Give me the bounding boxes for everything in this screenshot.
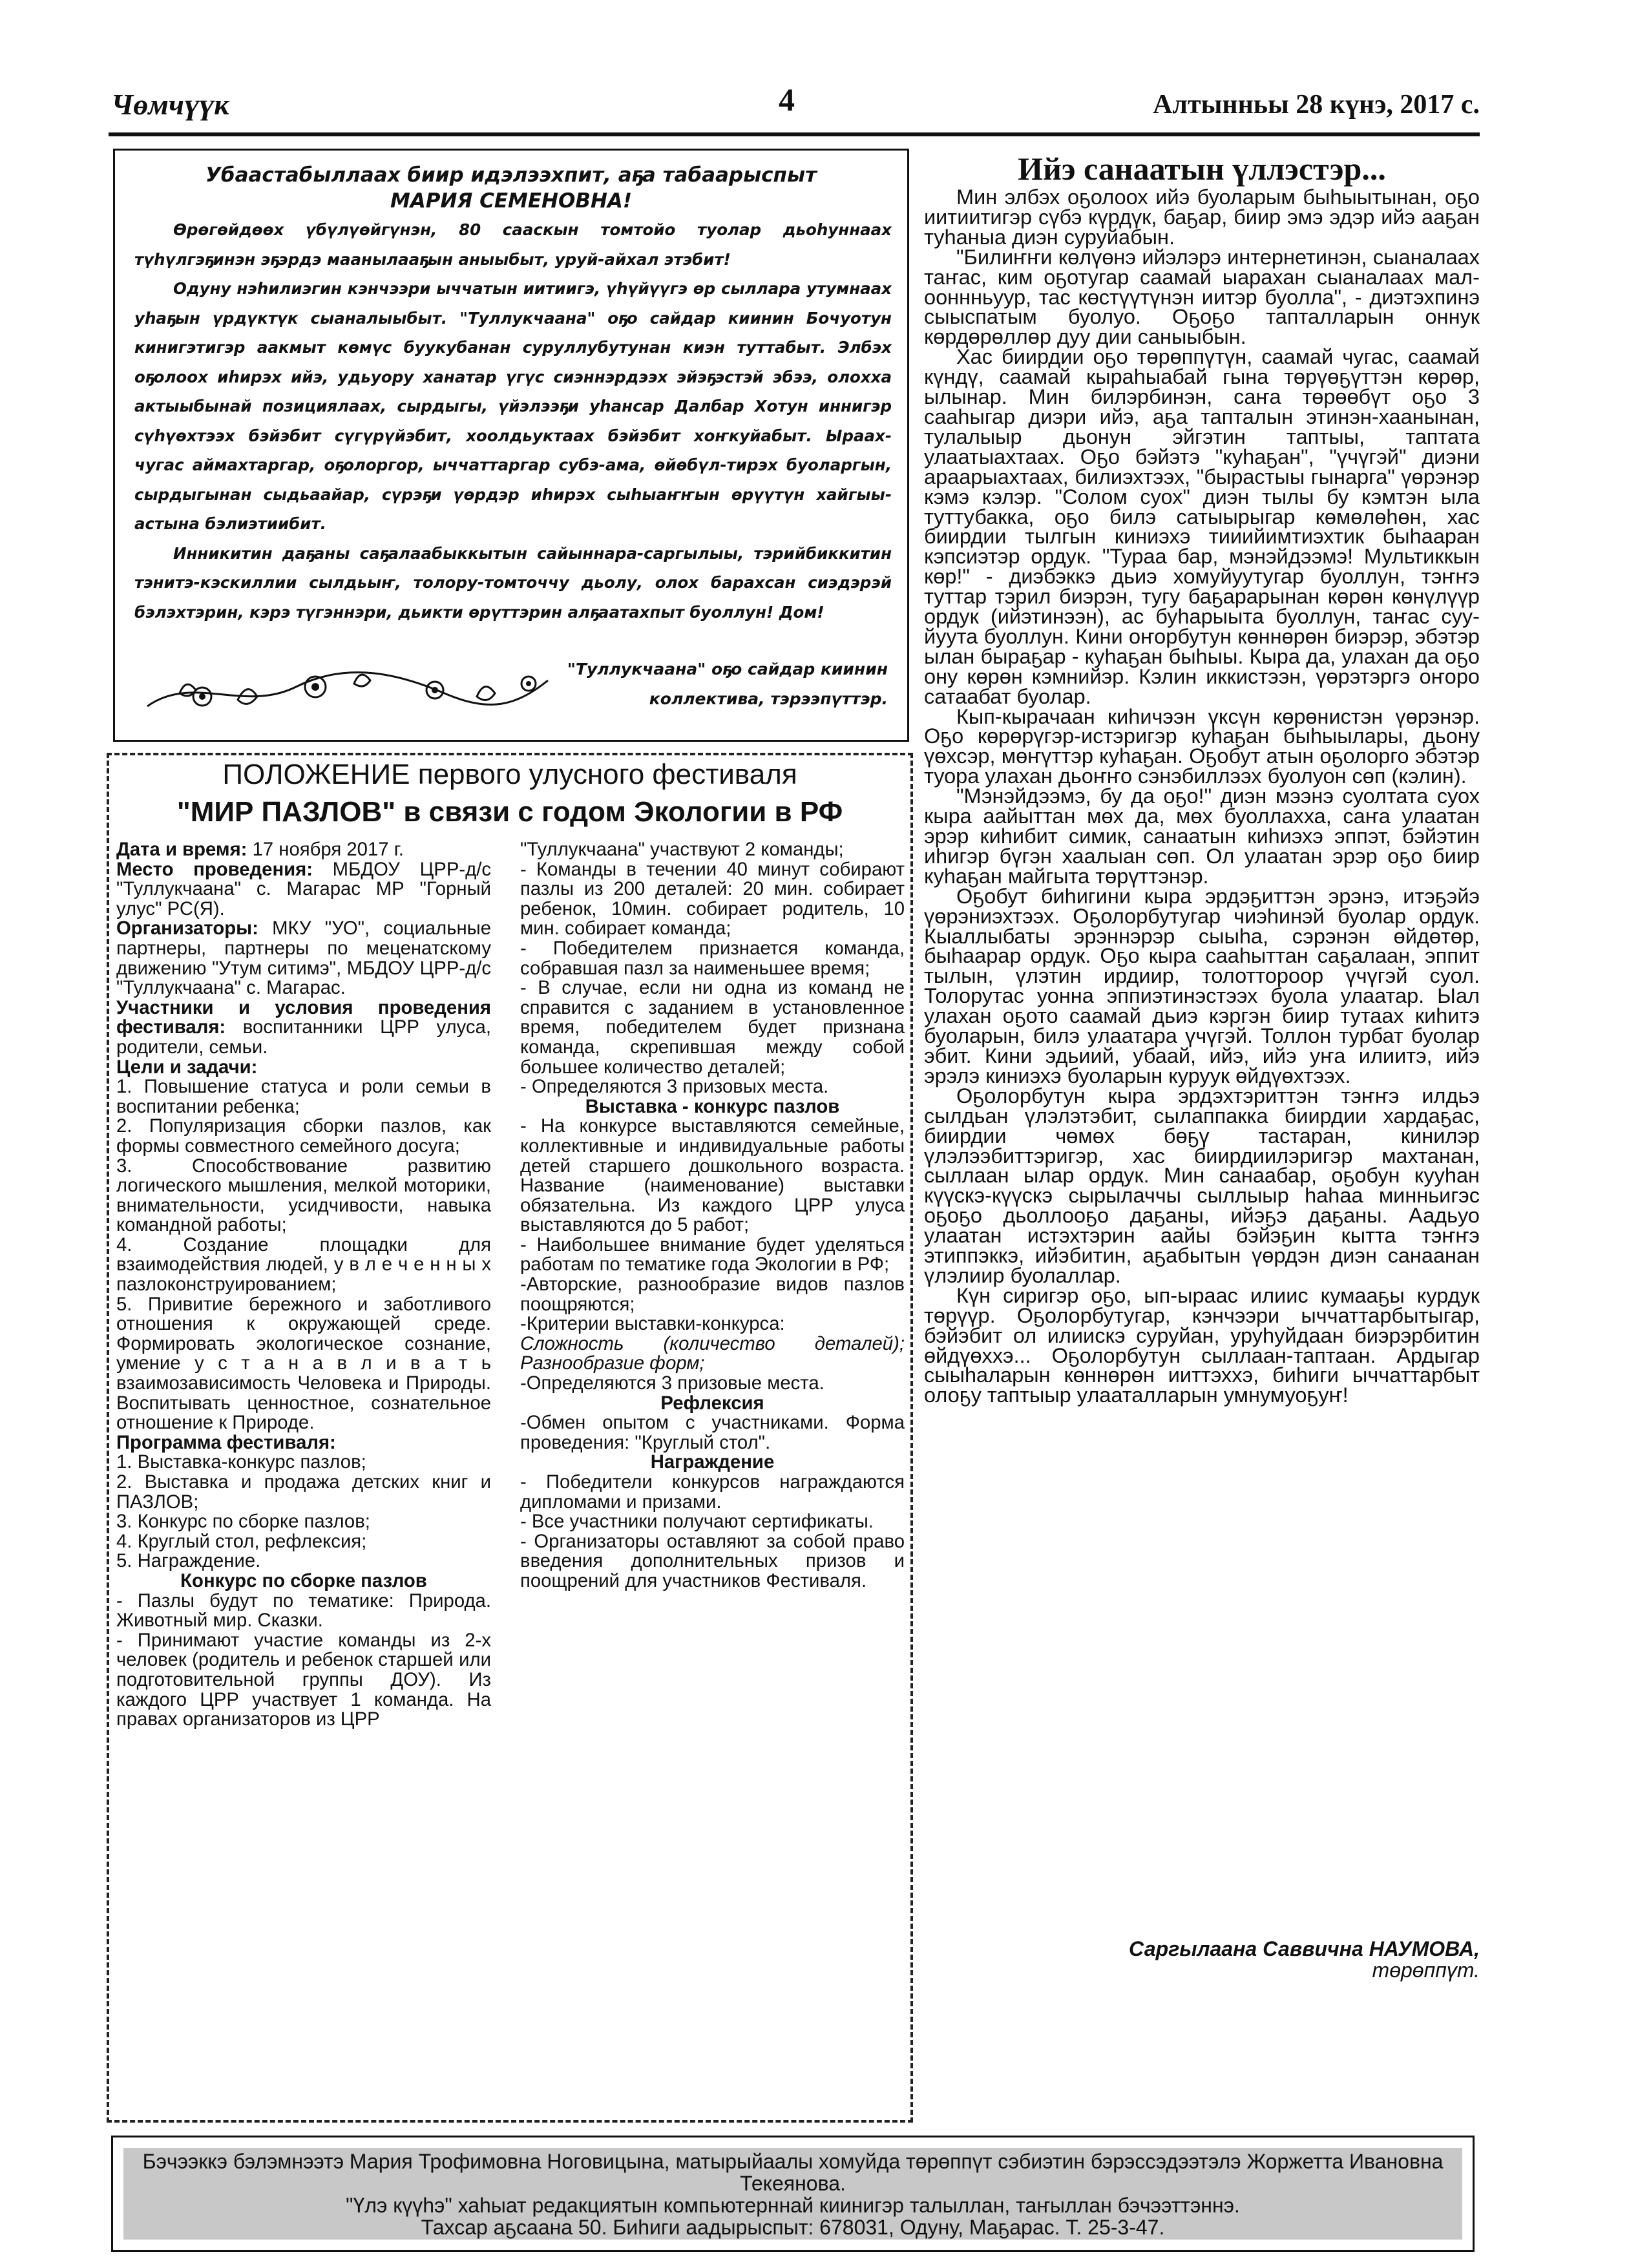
fest-label: Цели и задачи: — [116, 1056, 258, 1078]
fest-item: - На конкурсе выставляются семейные, коллективные и индивидуальные работы детей старшего дошкольного возраста. Название (наименование) выставки обязательна. Из каждого ЦРР улуса выставляются до 5 работ; — [520, 1115, 905, 1236]
article-paragraph: "Билиҥҥи көлүөнэ ийэлэрэ интернетинэн, сыаналаах таҥас, ким оҕотугар саамай ыарахан сыаналаах мал-ооннньуур, тас көстүүтүнэн иитэр буолла", - диэтэхпинэ сыыспатым буолуо. Оҕоҕо тапталларын оннук көрдөрөллөр дуу дии саныыбын. — [924, 245, 1480, 349]
fest-item: -Критерии выставки-конкурса: — [520, 1313, 785, 1335]
article-paragraph: "Мэнэйдээмэ, бу да оҕо!" диэн мээнэ суолтата суох кыра аайыттан мөх да, мөх буоллахха, саҥа улаатан эрэр киһибит симик, санаатын киһиэхэ эппэт, бэйэтин иһигэр бүгэн хаалыан сөп. Ол улаатан эрэр оҕо биир куһаҕан майгыта төрүттэнэр. — [924, 784, 1480, 888]
fest-item: 4. Круглый стол, рефлексия; — [116, 1530, 367, 1552]
fest-item: 5. Награждение. — [116, 1550, 261, 1572]
fest-label: Участники и условия проведения фестиваля: — [116, 996, 491, 1038]
fest-label: Дата и время: — [116, 839, 247, 860]
fest-item — [116, 1433, 491, 1453]
author-name: Саргылаана Саввична НАУМОВА, — [1128, 1937, 1480, 1960]
imprint-line2: "Үлэ күүһэ" хаһыат редакциятын компьютерннай киинигэр талыллан, таҥыллан бэчээттэннэ. — [346, 2194, 1240, 2217]
article-paragraph: Оҕобут биһигини кыра эрдэҕиттэн эрэнэ, итэҕэйэ үөрэниэхтээх. Оҕолорбутугар чиэһинэй буолар ордук. Кыаллыбаты эрэннэрэр сыыһа, сэрэнэн өйдөтөр, быһаарар ордук. Оҕо кыра сааһыттан саҕалаан, эппит тылын, үлэтин ирдиир, толоттороор үчүгэй суол. Толорутас уонна эппиэтинэстээх буола улаатар. Ыал улахан оҕото саамай дьиэ кэргэн биир тутаах киһитэ буоларын, билэ улаатара үчүгэй. Толлон турбат буолар эбит. Кини эдьиий, убаай, ийэ, ийэ уҥа илиитэ, ийэ эрэлэ киниэхэ буоларын куруук өйдүөхтээх. — [924, 884, 1480, 1087]
fest-item: - Наибольшее внимание будет уделяться работам по тематике года Экологии в РФ; — [520, 1234, 905, 1276]
article-paragraph: Оҕолорбутун кыра эрдэхтэриттэн тэҥҥэ илдьэ сылдьан үлэлэтэбит, сылаппакка биирдии хардаҕас, биирдии чөмөх бөҕү тастаран, кинилэр үлэлээбиттэригэр, хас биирдиилэригэр махтанан, сыллаан ылар ордук. Мин санаабар, оҕобун кууһан күүскэ-күүскэ сырылаччы сыллыыр һаһаа минньигэс оҕоҕо дьоллооҕо даҕаны, ийэҕэ даҕаны. Аадьуо улаатан истэхтэрин аайы бэйэҕин кытта тэҥҥэ этиппэккэ, ийэбитин, аҕабытын үөрдэн диэн санаанан үлэлиир буолаллар. — [924, 1084, 1480, 1287]
festival-left-column — [116, 840, 491, 1730]
article-paragraph: Хас биирдии оҕо төрөппүтүн, саамай чугас, саамай күндү, саамай кыраһыабай гына төрүөҕүттэн көрөр, ылынар. Мин билэрбинэн, саҥа төрөөбүт оҕо 3 сааһыгар диэри ийэ, аҕа тапталын этинэн-хаанынан, тулалыыр дьонун эйгэтин таптыы, таптата улаатыахтаах. Оҕо бэйэтэ "куһаҕан", "үчүгэй" диэни араарыахтаах, билиэхтээх, "бырастыы гынарга" үөрэнэр кэмэ кэлэр. "Солом суох" диэн тылы бу кэмтэн ыла туттубакка, оҕо билэ сатыырыгар көмөлөһөн, хас биирдии тылгын киниэхэ тииийимтиэхтик быһааран кэпсиэтэр ордук. "Тураа бар, мэнэйдээмэ! Мультиккын көр!" - диэбэккэ дьиэ хомуйуутугар буоллун, тэҥҥэ туттар тэрил биэрэн, тугу баҕарарынан көрөн көнүлүүр ордук (ийэтинээн), ас буһарыыта буоллун, таҥас сууйуута буоллун. Кини оҥорбутун көннөрөн биэрэр, эбэтэр ылан быраҕар - куһаҕан быһыы. Кыра да, улахан да оҕо ону көрөн кэмнийэр. Кэлин иккистээн, үөрэтэргэ оҥоро сатаабат буолар. — [924, 345, 1480, 708]
greeting-signature-line1: "Туллукчаана" оҕо сайдар киинин — [567, 660, 888, 678]
imprint-box — [111, 2136, 1475, 2252]
fest-subheading: Награждение — [650, 1451, 775, 1473]
article-paragraph: Кып-кырачаан киһичээн үксүн көрөнистэн үөрэнэр. Оҕо көрөрүгэр-истэригэр куһаҕан быһыылары, дьону үөхсэр, мөҥүттэр куһаҕан. Оҕобут атын оҕолорго эбэтэр туора улахан дьоҥҥо сэнэбиллээх буолуон сөп (кэлин). — [924, 704, 1480, 788]
fest-item: 2. Популяризация сборки пазлов, как формы совместного семейного досуга; — [116, 1115, 491, 1157]
fest-item: - Пазлы будут по тематике: Природа. Животный мир. Сказки. — [116, 1590, 491, 1632]
fest-subheading: Конкурс по сборке пазлов — [180, 1570, 427, 1591]
fest-subheading: Рефлексия — [660, 1392, 764, 1414]
fest-item: Сложность (количество деталей); Разнообразие форм; — [520, 1332, 905, 1374]
greeting-title-line2: МАРИЯ СЕМЕНОВНА! — [390, 189, 633, 213]
article-title: Ийэ санаатын үллэстэр... — [1018, 151, 1386, 187]
fest-text: воспитанники ЦРР улуса, родители, семьи. — [116, 1016, 491, 1058]
imprint-line1: Бэчээккэ бэлэмнээтэ Мария Трофимовна Ноговицына, матырыйаалы хомуйда төрөппүт сэбиэтин бэрэссэдээтэлэ Жоржетта Ивановна Текеянова. — [142, 2150, 1444, 2195]
greeting-signature-line2: коллектива, тэрээпүттэр. — [649, 689, 888, 708]
festival-right-column — [520, 840, 905, 1591]
greeting-signature — [567, 655, 888, 714]
article-body — [924, 187, 1480, 1405]
greeting-body — [134, 215, 892, 627]
fest-label: Место проведения: — [116, 858, 313, 880]
fest-item: 1. Повышение статуса и роли семьи в воспитании ребенка; — [116, 1076, 491, 1117]
fest-item: 2. Выставка и продажа детских книг и ПАЗЛОВ; — [116, 1471, 491, 1513]
fest-item: - В случае, если ни одна из команд не справится с заданием в установленное время, победителем будет признана команда, скрепившая между собой большее количество деталей; — [520, 977, 905, 1078]
fest-text: МБДОУ ЦРР-д/с "Туллукчаана" с. Магарас МР "Горный улус" РС(Я). — [116, 858, 491, 919]
fest-item: - Организаторы оставляют за собой право введения дополнительных призов и поощрений для участников Фестиваля. — [520, 1530, 905, 1591]
fest-item: 3. Конкурс по сборке пазлов; — [116, 1511, 370, 1533]
fest-item — [116, 998, 491, 1058]
fest-item: -Определяются 3 призовые места. — [520, 1372, 824, 1394]
greeting-paragraph: Инникитин даҕаны саҕалаабыккытын сайыннара-саргылыы, тэрийбиккитин тэнитэ-кэскиллии сылдьыҥ, толору-томточчу дьолу, олох барахсан сиэдэрэй бэлэхтэрин, кэрэ түгэннэри, дьикти өрүттэрин алҕаатахпыт буоллун! Дом! — [134, 543, 892, 622]
fest-subheading: Выставка - конкурс пазлов — [585, 1095, 840, 1117]
greeting-paragraph: Өрөгөйдөөх үбүлүөйгүнэн, 80 сааскын томтойо туолар дьоһуннаах түһүлгэҕинэн эҕэрдэ маанылааҕын аныыбыт, уруй-айхал этэбит! — [134, 220, 892, 269]
fest-item: "Туллукчаана" участвуют 2 команды; — [520, 839, 844, 860]
header-rule — [109, 132, 1480, 136]
greeting-paragraph: Одуну нэһилиэгин кэнчээри ыччатын иитиигэ, үһүйүүгэ өр сыллара утумнаах уһаҕын үрдүктүк сыаналыыбыт. "Туллукчаана" оҕо сайдар киинин Бочуотун кинигэтигэр аакмыт көмүс буукубанан суруллубутунан киэн туттабыт. Элбэх оҕолоох иһирэх ийэ, удьуору ханатар үгүс сиэннэрдээх эйэҕэстэй эбээ, олохха актыыбынай позициялаах, сырдыгы, үйэлээҕи уһансар Далбар Хотун иннигэр сүһүөхтээх бэйэбит сүгүрүйэбит, хоолдьуктаах бэйэбит хоҥкуйабыт. Ыраах-чугас аймахтаргар, оҕолоргор, ыччаттаргар субэ-ама, өйөбүл-тирэх буоларгын, сырдыгынан сыдьаайар, сүрэҕи үөрдэр иһирэх сыһыаҥҥын өрүүтүн хайгыы-астына бэлиэтиибит. — [134, 279, 892, 533]
greeting-title-line1: Убаастабыллаах биир идэлээхпит, аҕа табаарыспыт — [205, 163, 817, 187]
fest-item — [116, 860, 491, 919]
fest-item: - Победители конкурсов награждаются дипломами и призами. — [520, 1471, 905, 1513]
floral-ornament-icon — [141, 661, 554, 719]
page-number: 4 — [779, 81, 795, 118]
author-role: төрөппүт. — [1372, 1958, 1480, 1982]
fest-text: 17 ноября 2017 г. — [247, 839, 404, 860]
greeting-box — [113, 149, 909, 742]
issue-date: Алтынньы 28 күнэ, 2017 с. — [1153, 90, 1480, 120]
fest-item: -Авторские, разнообразие видов пазлов поощряются; — [520, 1274, 905, 1315]
article-paragraph: Күн сиригэр оҕо, ып-ыраас илиис кумааҕы курдук төрүүр. Оҕолорбутугар, кэнчээри ыччаттарбытыгар, бэйэбит ол илиискэ суруйан, уруһуйдаан биэрэрбитин өйдүөххэ... Оҕолорбутун сыллаан-таптаан. Ардыгар сыыһаларын көннөрөн ииттэххэ, биһиги ыччаттарбыт олоҕу таптыыр улааталларын умнумуоҕуҥ! — [924, 1283, 1480, 1407]
fest-item: 4. Создание площадки для взаимодействия людей, у в л е ч е н н ы х пазлоконструированием; — [116, 1234, 491, 1296]
festival-title-line1: ПОЛОЖЕНИЕ первого улусного фестиваля — [222, 759, 797, 790]
fest-item: - Определяются 3 призовых места. — [520, 1076, 829, 1098]
newspaper-title: Чөмчүүк — [111, 88, 229, 121]
fest-label: Организаторы: — [116, 918, 258, 940]
fest-item: - Команды в течении 40 минут собирают пазлы из 200 деталей: 20 мин. собирает ребенок, 10мин. собирает родитель, 10 мин. собирает команда; — [520, 858, 905, 940]
fest-item: 1. Выставка-конкурс пазлов; — [116, 1451, 366, 1473]
article-paragraph: Мин элбэх оҕолоох ийэ буоларым быһыытынан, оҕо иитиитигэр сүбэ күрдүк, баҕар, биир эмэ эдэр ийэ ааҕан туһаныа диэн суруйабын. — [924, 185, 1480, 249]
article-author — [924, 1938, 1480, 1981]
fest-label: Программа фестиваля: — [116, 1431, 336, 1453]
festival-title-line2: "МИР ПАЗЛОВ" в связи с годом Экологии в РФ — [176, 796, 843, 828]
fest-item — [116, 1058, 491, 1078]
fest-item: -Обмен опытом с участниками. Форма проведения: "Круглый стол". — [520, 1412, 905, 1453]
fest-text: МКУ "УО", социальные партнеры, партнеры по меценатскому движению "Утум ситимэ", МБДОУ ЦРР-д/с "Туллукчаана" с. Магарас. — [116, 918, 491, 999]
fest-item: 3. Способствование развитию логического мышления, мелкой моторики, внимательности, усидчивости, навыка командной работы; — [116, 1155, 491, 1236]
fest-item: - Все участники получают сертификаты. — [520, 1511, 874, 1533]
fest-item: - Принимают участие команды из 2-х человек (родитель и ребенок старшей или подготовительной группы ДОУ). Из каждого ЦРР участвует 1 команда. На правах организаторов из ЦРР — [116, 1629, 491, 1730]
fest-item: - Победителем признается команда, собравшая пазл за наименьшее время; — [520, 937, 905, 979]
fest-item: 5. Привитие бережного и заботливого отношения к окружающей среде. Формировать экологическое сознание, умение у с т а н а в л и в а т ь взаимозависимость Человека и Природы. Воспитывать ценностное, сознательное отношение к Природе. — [116, 1293, 491, 1434]
fest-item — [116, 919, 491, 998]
imprint-content — [123, 2148, 1462, 2240]
fest-item — [116, 840, 491, 860]
imprint-line3: Тахсар аҕсаана 50. Биһиги аадырыспыт: 678031, Одуну, Маҕарас. Т. 25-3-47. — [421, 2216, 1165, 2239]
